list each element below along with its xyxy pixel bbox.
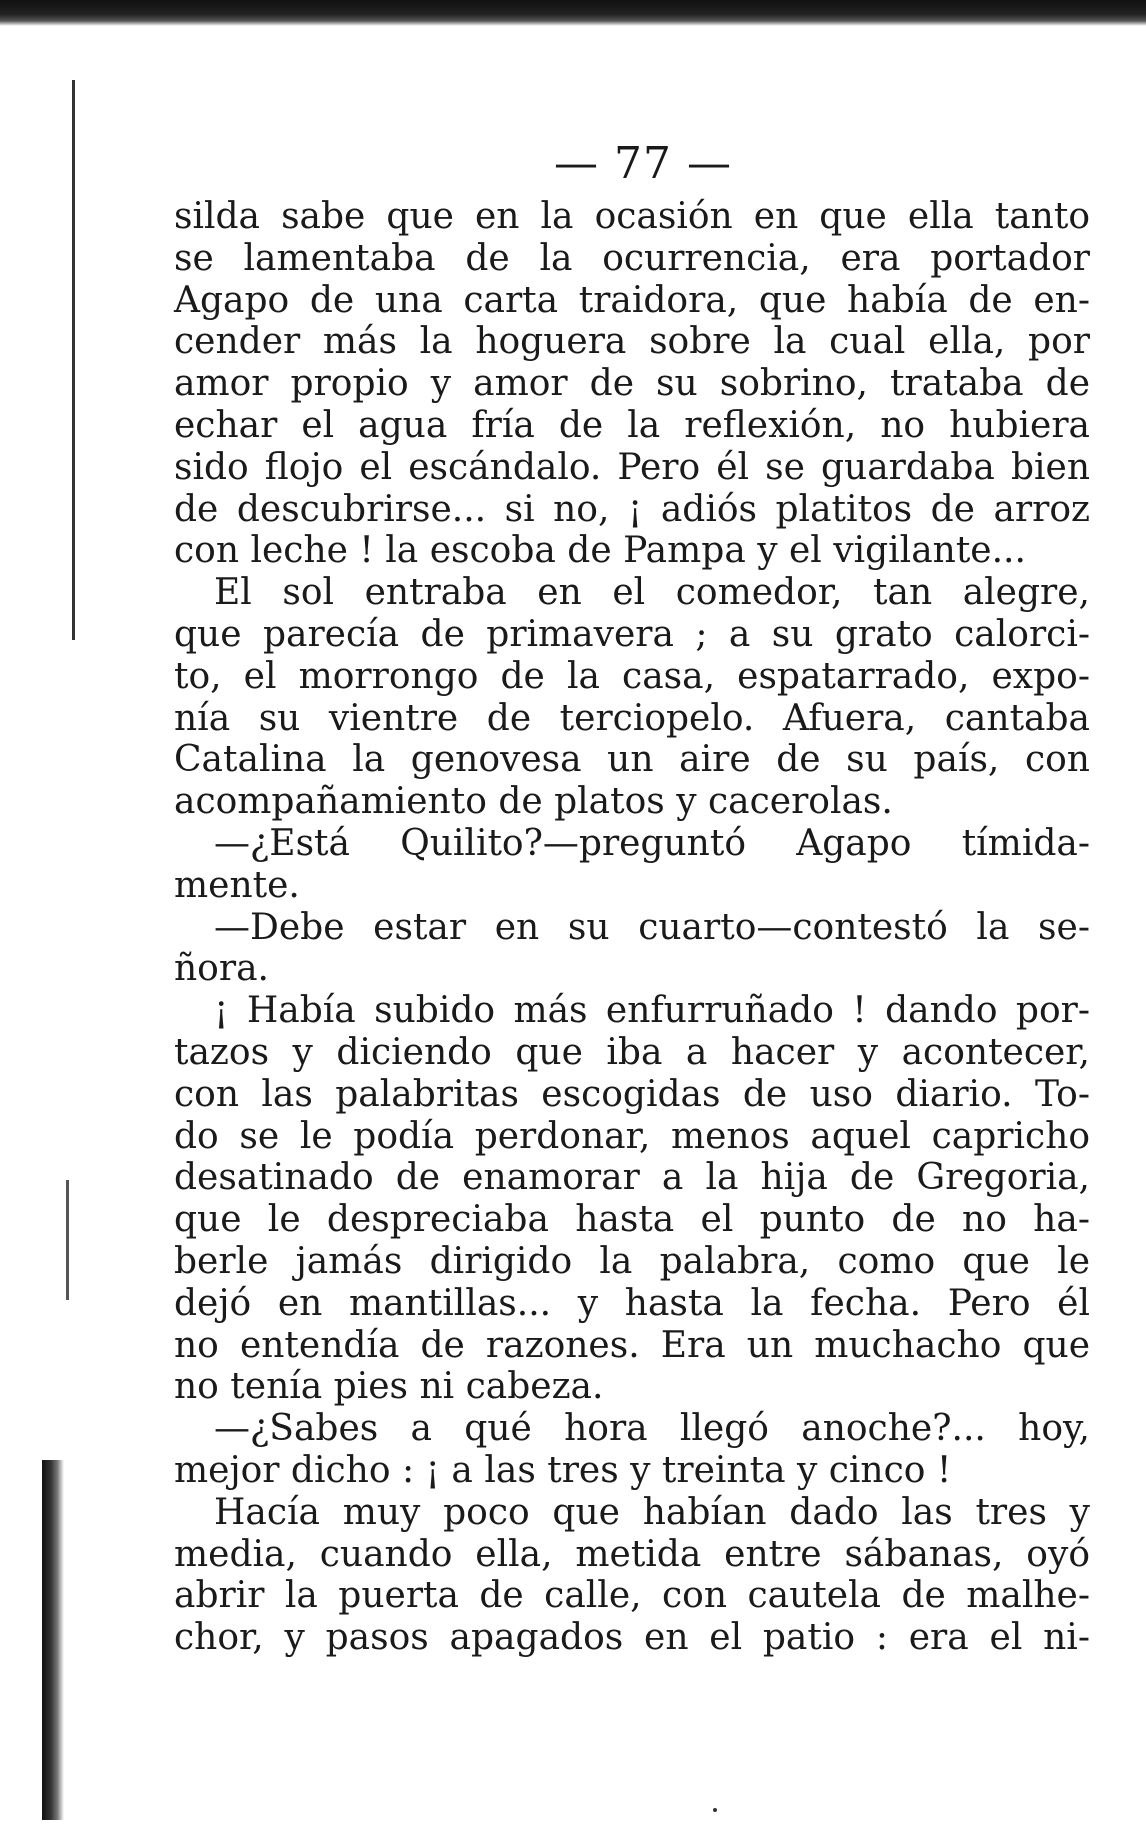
- text-line: cender más la hoguera sobre la cual ella, por: [174, 321, 1090, 363]
- top-edge-rule: [0, 0, 1146, 26]
- footer-mark: [713, 1808, 717, 1812]
- text-line: desatinado de enamorar a la hija de Gregoria,: [174, 1157, 1090, 1199]
- text-line: —¿Está Quilito?—preguntó Agapo tímida-: [214, 822, 1090, 864]
- text-line: Catalina la genovesa un aire de su país, con: [174, 739, 1090, 781]
- text-line: —Debe estar en su cuarto—contestó la se-: [214, 906, 1090, 948]
- text-line: se lamentaba de la ocurrencia, era portador: [174, 237, 1090, 279]
- text-line: con leche ! la escoba de Pampa y el vigilante...: [174, 530, 1026, 572]
- text-line: mente.: [174, 864, 300, 906]
- text-line: con las palabritas escogidas de uso diario. To-: [174, 1073, 1090, 1115]
- text-line: de descubrirse... si no, ¡ adiós platitos de arroz: [174, 488, 1090, 530]
- text-line: Hacía muy poco que habían dado las tres y: [214, 1491, 1090, 1533]
- text-line: abrir la puerta de calle, con cautela de malhe-: [174, 1575, 1090, 1617]
- text-line: media, cuando ella, metida entre sábanas, oyó: [174, 1533, 1090, 1575]
- edge-mark: [66, 1180, 69, 1300]
- text-line: no entendía de razones. Era un muchacho que: [174, 1324, 1090, 1366]
- text-line: que le despreciaba hasta el punto de no ha-: [174, 1199, 1090, 1241]
- text-line: berle jamás dirigido la palabra, como que le: [174, 1240, 1090, 1282]
- text-line: acompañamiento de platos y cacerolas.: [174, 781, 893, 823]
- text-line: tazos y diciendo que iba a hacer y acontecer,: [174, 1031, 1090, 1073]
- page-number: — 77 —: [554, 138, 732, 189]
- text-line: do se le podía perdonar, menos aquel capricho: [174, 1115, 1090, 1157]
- edge-mark: [42, 1460, 64, 1820]
- text-line: —¿Sabes a qué hora llegó anoche?... hoy,: [214, 1408, 1090, 1450]
- text-line: to, el morrongo de la casa, espatarrado, expo-: [174, 655, 1090, 697]
- text-line: dejó en mantillas... y hasta la fecha. Pero él: [174, 1282, 1090, 1324]
- text-line: silda sabe que en la ocasión en que ella tanto: [174, 196, 1090, 237]
- text-line: chor, y pasos apagados en el patio : era el ni-: [174, 1617, 1090, 1659]
- text-line: nía su vientre de terciopelo. Afuera, cantaba: [174, 697, 1090, 739]
- text-line: mejor dicho : ¡ a las tres y treinta y cinco !: [174, 1449, 952, 1491]
- body-text: [174, 196, 1090, 1659]
- text-line: amor propio y amor de su sobrino, trataba de: [174, 363, 1090, 405]
- text-line: ñora.: [174, 948, 269, 990]
- text-line: Agapo de una carta traidora, que había de en-: [174, 279, 1090, 321]
- text-line: no tenía pies ni cabeza.: [174, 1366, 604, 1408]
- text-line: que parecía de primavera ; a su grato calorci-: [174, 613, 1090, 655]
- text-line: sido flojo el escándalo. Pero él se guardaba bien: [174, 446, 1090, 488]
- text-line: ¡ Había subido más enfurruñado ! dando por-: [214, 990, 1090, 1032]
- text-line: El sol entraba en el comedor, tan alegre,: [214, 572, 1090, 614]
- text-line: echar el agua fría de la reflexión, no hubiera: [174, 404, 1090, 446]
- page-left-edge-shadow: [42, 80, 64, 1820]
